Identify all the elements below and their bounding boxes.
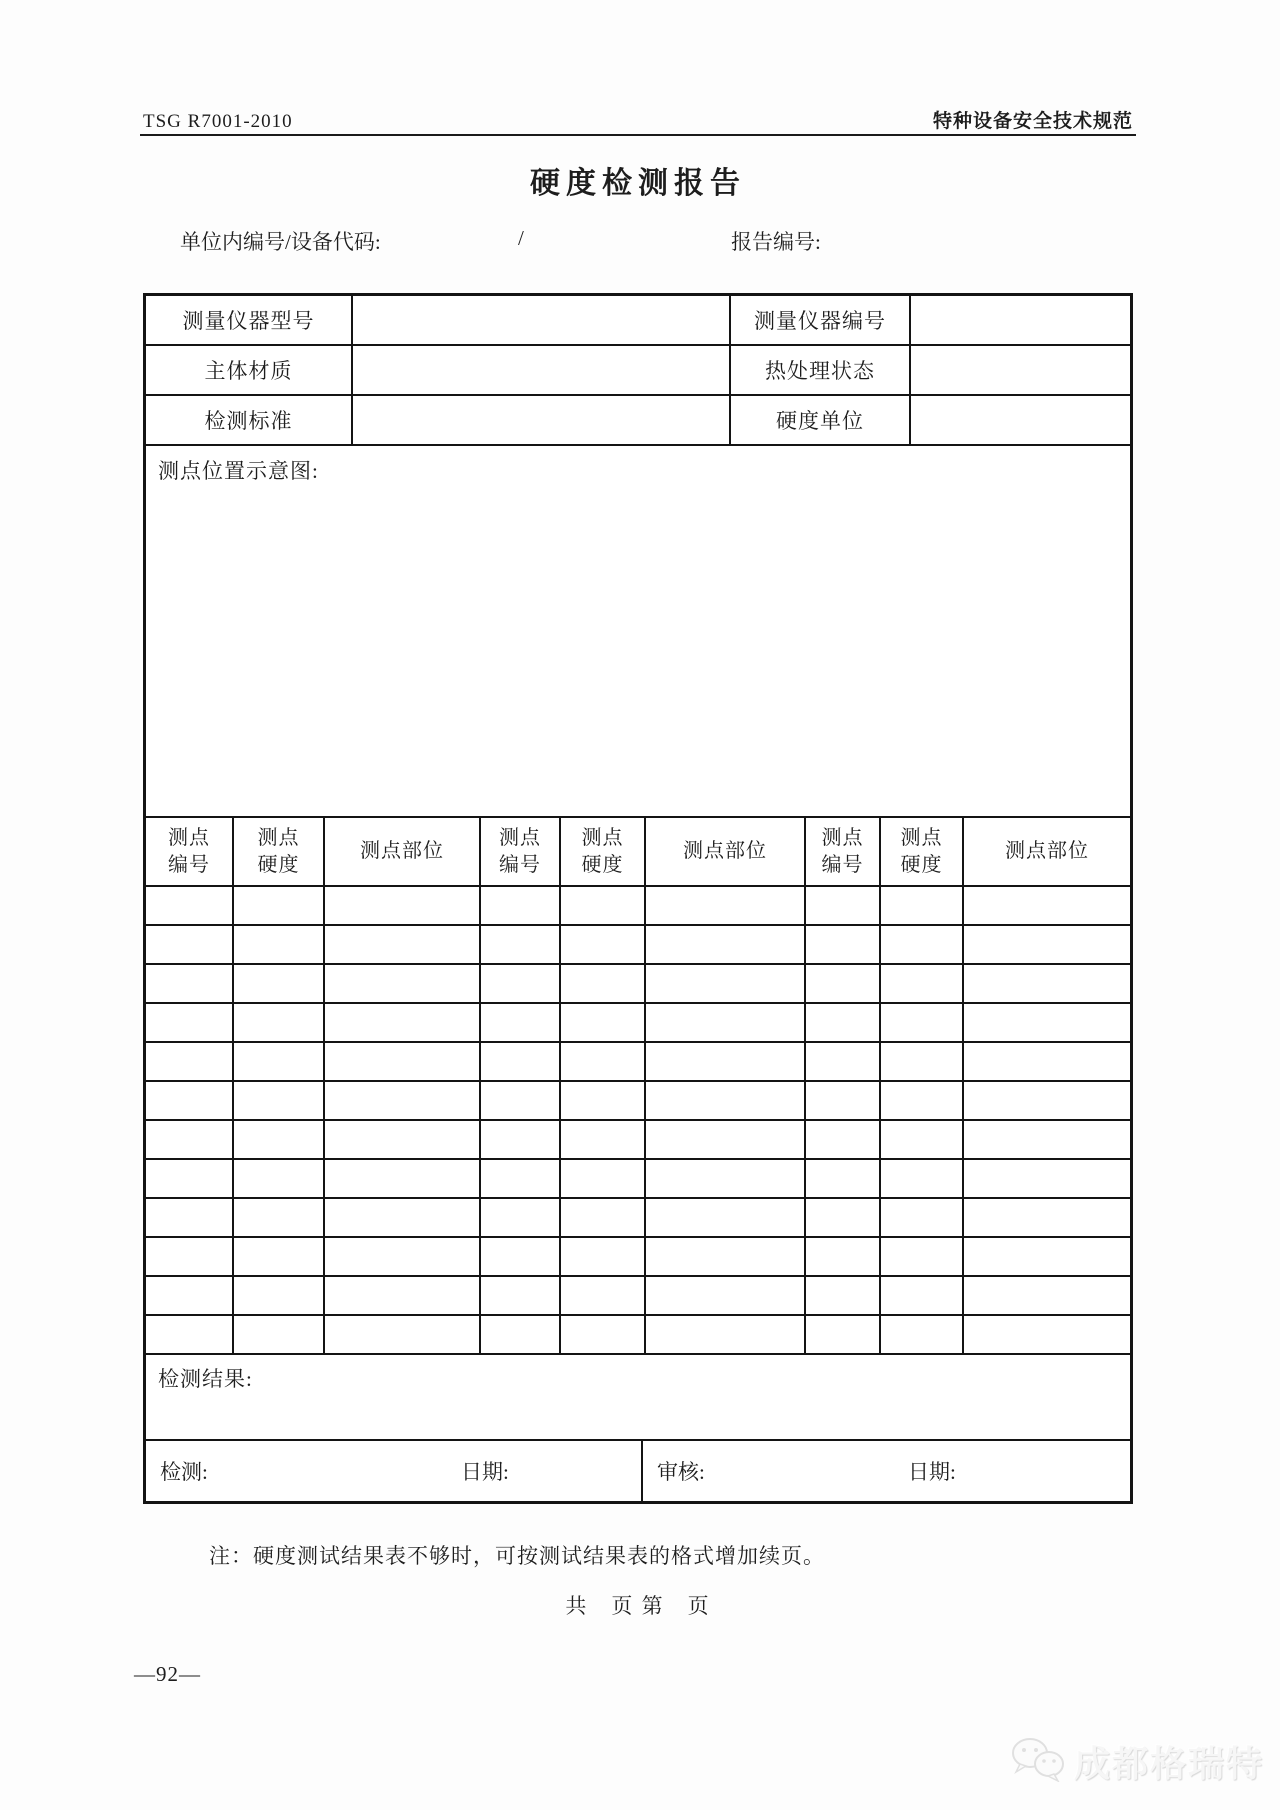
results-data-rows	[146, 887, 1130, 1355]
empty-data-cell	[881, 926, 964, 965]
empty-data-cell	[325, 1199, 481, 1238]
results-column-header: 测点部位	[964, 818, 1130, 887]
results-header-row	[146, 818, 1130, 887]
empty-data-cell	[964, 1160, 1130, 1199]
empty-data-cell	[325, 965, 481, 1004]
empty-data-cell	[234, 1199, 325, 1238]
table-row	[146, 1004, 1130, 1043]
empty-data-cell	[964, 1199, 1130, 1238]
tester-label: 检测:	[160, 1460, 208, 1484]
empty-data-cell	[481, 887, 561, 926]
empty-data-cell	[481, 1316, 561, 1355]
empty-data-cell	[325, 926, 481, 965]
empty-data-cell	[646, 965, 806, 1004]
empty-data-cell	[646, 1277, 806, 1316]
table-row	[146, 1199, 1130, 1238]
page-of-pages: 共 页 第 页	[565, 1594, 711, 1618]
watermark-text: 成都格瑞特	[1073, 1743, 1264, 1784]
empty-data-cell	[646, 1121, 806, 1160]
empty-data-cell	[561, 965, 646, 1004]
empty-data-cell	[234, 1082, 325, 1121]
tester-date-label: 日期:	[461, 1460, 509, 1484]
table-row	[146, 887, 1130, 926]
table-row	[146, 1277, 1130, 1316]
empty-data-cell	[964, 1238, 1130, 1277]
empty-data-cell	[964, 1121, 1130, 1160]
empty-data-cell	[481, 1043, 561, 1082]
empty-data-cell	[881, 1043, 964, 1082]
info-label: 测量仪器型号	[146, 296, 353, 346]
empty-data-cell	[646, 1199, 806, 1238]
signature-row	[146, 1441, 1130, 1501]
empty-data-cell	[881, 1160, 964, 1199]
empty-data-cell	[561, 1160, 646, 1199]
empty-data-cell	[964, 1316, 1130, 1355]
empty-data-cell	[881, 1004, 964, 1043]
empty-data-cell	[561, 1121, 646, 1160]
empty-data-cell	[325, 1316, 481, 1355]
empty-data-cell	[481, 1004, 561, 1043]
empty-data-cell	[146, 965, 234, 1004]
info-value-field	[911, 296, 1130, 346]
empty-data-cell	[234, 1316, 325, 1355]
info-label: 检测标准	[146, 396, 353, 446]
running-header	[143, 106, 1133, 133]
empty-data-cell	[881, 965, 964, 1004]
test-result-area	[146, 1355, 1130, 1441]
empty-data-cell	[881, 1121, 964, 1160]
empty-data-cell	[481, 926, 561, 965]
empty-data-cell	[646, 1160, 806, 1199]
empty-data-cell	[881, 1199, 964, 1238]
info-value-field	[353, 396, 731, 446]
empty-data-cell	[325, 1277, 481, 1316]
empty-data-cell	[806, 1199, 881, 1238]
results-column-header: 测点 编号	[146, 818, 234, 887]
empty-data-cell	[806, 1238, 881, 1277]
empty-data-cell	[146, 1277, 234, 1316]
empty-data-cell	[881, 887, 964, 926]
unit-code-separator: /	[518, 226, 524, 250]
empty-data-cell	[964, 1004, 1130, 1043]
page-title: 硬度检测报告	[530, 167, 746, 200]
empty-data-cell	[146, 1199, 234, 1238]
empty-data-cell	[146, 1160, 234, 1199]
empty-data-cell	[146, 1082, 234, 1121]
empty-data-cell	[646, 887, 806, 926]
info-label: 热处理状态	[731, 346, 911, 396]
wechat-icon	[1010, 1736, 1066, 1787]
empty-data-cell	[964, 926, 1130, 965]
empty-data-cell	[234, 926, 325, 965]
standard-code: TSG R7001-2010	[143, 111, 293, 132]
empty-data-cell	[806, 1277, 881, 1316]
hardness-report-table	[143, 293, 1133, 1504]
empty-data-cell	[561, 1043, 646, 1082]
empty-data-cell	[561, 1004, 646, 1043]
test-result-label: 检测结果:	[158, 1367, 253, 1391]
empty-data-cell	[234, 887, 325, 926]
info-label: 主体材质	[146, 346, 353, 396]
empty-data-cell	[234, 1121, 325, 1160]
empty-data-cell	[646, 1316, 806, 1355]
empty-data-cell	[646, 1004, 806, 1043]
results-column-header: 测点 编号	[806, 818, 881, 887]
tester-signature-cell	[146, 1441, 643, 1501]
empty-data-cell	[234, 1160, 325, 1199]
empty-data-cell	[881, 1316, 964, 1355]
empty-data-cell	[234, 965, 325, 1004]
empty-data-cell	[325, 1043, 481, 1082]
table-row	[146, 1238, 1130, 1277]
info-value-field	[911, 396, 1130, 446]
empty-data-cell	[806, 926, 881, 965]
results-column-header: 测点部位	[646, 818, 806, 887]
page-number: —92—	[134, 1662, 201, 1686]
table-row	[146, 965, 1130, 1004]
unit-code-label: 单位内编号/设备代码:	[180, 230, 381, 254]
empty-data-cell	[481, 1121, 561, 1160]
empty-data-cell	[881, 1277, 964, 1316]
results-column-header: 测点 硬度	[561, 818, 646, 887]
empty-data-cell	[325, 1121, 481, 1160]
watermark	[1010, 1736, 1264, 1787]
table-row	[146, 1043, 1130, 1082]
empty-data-cell	[806, 887, 881, 926]
empty-data-cell	[561, 1082, 646, 1121]
empty-data-cell	[561, 926, 646, 965]
empty-data-cell	[561, 1277, 646, 1316]
reviewer-date-label: 日期:	[908, 1460, 956, 1484]
empty-data-cell	[964, 1082, 1130, 1121]
empty-data-cell	[325, 1004, 481, 1043]
empty-data-cell	[964, 965, 1130, 1004]
empty-data-cell	[146, 1043, 234, 1082]
empty-data-cell	[325, 887, 481, 926]
empty-data-cell	[646, 1082, 806, 1121]
table-row	[146, 1316, 1130, 1355]
empty-data-cell	[561, 887, 646, 926]
pre-table-line	[143, 226, 1133, 260]
results-column-header: 测点部位	[325, 818, 481, 887]
info-label: 测量仪器编号	[731, 296, 911, 346]
empty-data-cell	[481, 1277, 561, 1316]
footnote: 注：硬度测试结果表不够时，可按测试结果表的格式增加续页。	[209, 1544, 825, 1568]
empty-data-cell	[325, 1082, 481, 1121]
info-value-field	[353, 346, 731, 396]
empty-data-cell	[146, 1004, 234, 1043]
empty-data-cell	[234, 1043, 325, 1082]
results-column-header: 测点 硬度	[881, 818, 964, 887]
table-row	[146, 1082, 1130, 1121]
empty-data-cell	[806, 1316, 881, 1355]
empty-data-cell	[146, 887, 234, 926]
empty-data-cell	[325, 1238, 481, 1277]
empty-data-cell	[234, 1238, 325, 1277]
empty-data-cell	[561, 1199, 646, 1238]
info-label: 硬度单位	[731, 396, 911, 446]
reviewer-label: 审核:	[657, 1460, 705, 1484]
info-value-field	[911, 346, 1130, 396]
empty-data-cell	[881, 1238, 964, 1277]
empty-data-cell	[325, 1160, 481, 1199]
empty-data-cell	[806, 1160, 881, 1199]
results-column-header: 测点 编号	[481, 818, 561, 887]
empty-data-cell	[881, 1082, 964, 1121]
info-value-field	[353, 296, 731, 346]
results-column-header: 测点 硬度	[234, 818, 325, 887]
diagram-label: 测点位置示意图:	[158, 459, 319, 483]
empty-data-cell	[146, 1238, 234, 1277]
empty-data-cell	[806, 1082, 881, 1121]
empty-data-cell	[234, 1004, 325, 1043]
empty-data-cell	[561, 1316, 646, 1355]
empty-data-cell	[646, 926, 806, 965]
empty-data-cell	[481, 1160, 561, 1199]
empty-data-cell	[481, 1082, 561, 1121]
empty-data-cell	[146, 926, 234, 965]
empty-data-cell	[806, 965, 881, 1004]
empty-data-cell	[806, 1121, 881, 1160]
reviewer-signature-cell	[643, 1441, 1130, 1501]
empty-data-cell	[646, 1238, 806, 1277]
standard-title: 特种设备安全技术规范	[932, 111, 1133, 132]
report-number-label: 报告编号:	[731, 230, 821, 254]
empty-data-cell	[646, 1043, 806, 1082]
empty-data-cell	[964, 887, 1130, 926]
empty-data-cell	[234, 1277, 325, 1316]
empty-data-cell	[806, 1043, 881, 1082]
empty-data-cell	[561, 1238, 646, 1277]
empty-data-cell	[806, 1004, 881, 1043]
measuring-point-diagram-area	[146, 446, 1130, 818]
instrument-info-grid	[146, 296, 1130, 446]
empty-data-cell	[146, 1316, 234, 1355]
empty-data-cell	[146, 1121, 234, 1160]
empty-data-cell	[964, 1043, 1130, 1082]
table-row	[146, 1121, 1130, 1160]
table-row	[146, 1160, 1130, 1199]
table-row	[146, 926, 1130, 965]
header-rule	[140, 134, 1136, 136]
empty-data-cell	[481, 965, 561, 1004]
empty-data-cell	[481, 1238, 561, 1277]
empty-data-cell	[481, 1199, 561, 1238]
empty-data-cell	[964, 1277, 1130, 1316]
